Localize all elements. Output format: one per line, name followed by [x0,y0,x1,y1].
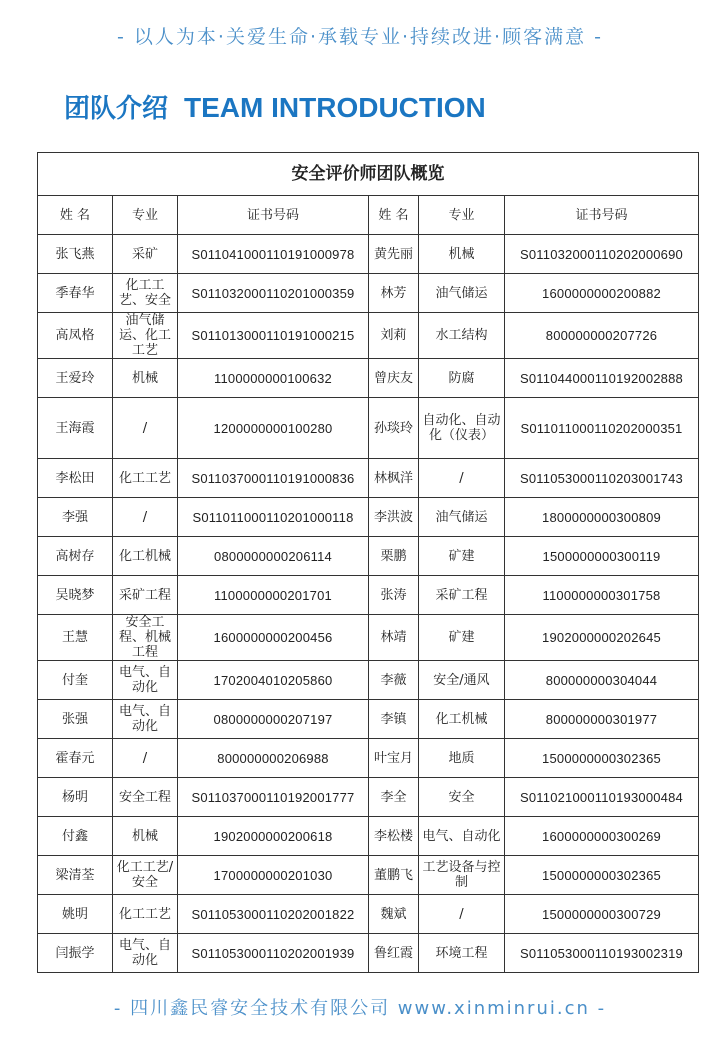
member-major: 化工工艺 [113,895,178,934]
table-caption: 安全评价师团队概览 [38,153,699,196]
member-name: 付鑫 [38,817,113,856]
table-row [38,274,699,313]
member-cert: S011053000110202001822 [178,895,369,934]
table-row [38,895,699,934]
member-major: 化工机械 [419,700,505,739]
member-major: 安全工程、机械工程 [113,615,178,661]
table-row [38,459,699,498]
member-name: 闫振学 [38,934,113,973]
member-major: 油气储运 [419,274,505,313]
member-cert: 1700000000201030 [178,856,369,895]
member-cert: 800000000304044 [505,661,699,700]
member-name: 张飞燕 [38,235,113,274]
table-row [38,498,699,537]
header-name-1: 姓 名 [38,196,113,235]
member-major: 电气、自动化 [113,661,178,700]
member-cert: 1702004010205860 [178,661,369,700]
member-major: / [113,739,178,778]
member-name: 张强 [38,700,113,739]
member-major: 矿建 [419,615,505,661]
table-row [38,576,699,615]
member-name: 栗鹏 [369,537,419,576]
section-title-cn: 团队介绍 [64,94,169,124]
member-cert: 800000000301977 [505,700,699,739]
table-row [38,235,699,274]
section-title-en: TEAM INTRODUCTION [184,92,486,123]
member-major: 机械 [419,235,505,274]
member-cert: 1600000000200456 [178,615,369,661]
member-cert: S011037000110191000836 [178,459,369,498]
member-major: 机械 [113,359,178,398]
table-row [38,537,699,576]
member-cert: 1902000000200618 [178,817,369,856]
member-name: 黄先丽 [369,235,419,274]
table-row [38,817,699,856]
member-cert: 1200000000100280 [178,398,369,459]
member-cert: 1500000000300119 [505,537,699,576]
header-name-2: 姓 名 [369,196,419,235]
member-cert: 1100000000301758 [505,576,699,615]
member-name: 霍春元 [38,739,113,778]
member-major: 采矿工程 [113,576,178,615]
member-cert: 1902000000202645 [505,615,699,661]
member-major: 化工工艺 [113,459,178,498]
member-cert: 1600000000300269 [505,817,699,856]
member-cert: S011053000110202001939 [178,934,369,973]
header-major-2: 专业 [419,196,505,235]
member-cert: 1800000000300809 [505,498,699,537]
member-cert: 1100000000100632 [178,359,369,398]
member-major: 机械 [113,817,178,856]
member-major: 水工结构 [419,313,505,359]
member-major: 电气、自动化 [113,700,178,739]
member-major: 化工工艺、安全 [113,274,178,313]
member-cert: S011037000110192001777 [178,778,369,817]
member-name: 李镇 [369,700,419,739]
member-cert: 800000000207726 [505,313,699,359]
member-cert: 1500000000302365 [505,856,699,895]
table-header-row [38,196,699,235]
member-cert: 1600000000200882 [505,274,699,313]
member-major: / [419,895,505,934]
member-major: 安全/通风 [419,661,505,700]
company-footer: - 四川鑫民睿安全技术有限公司 www.xinminrui.cn - [113,998,607,1019]
member-cert: S011032000110201000359 [178,274,369,313]
member-name: 孙琰玲 [369,398,419,459]
member-name: 王海霞 [38,398,113,459]
member-name: 高凤格 [38,313,113,359]
member-major: 环境工程 [419,934,505,973]
table-row [38,700,699,739]
member-name: 吴晓梦 [38,576,113,615]
member-major: 油气储运、化工工艺 [113,313,178,359]
member-cert: 1500000000300729 [505,895,699,934]
member-major: 化工工艺/安全 [113,856,178,895]
member-name: 梁清荃 [38,856,113,895]
member-name: 林靖 [369,615,419,661]
member-major: / [419,459,505,498]
member-major: 矿建 [419,537,505,576]
member-cert: 1100000000201701 [178,576,369,615]
member-name: 姚明 [38,895,113,934]
member-name: 高树存 [38,537,113,576]
member-cert: S011053000110193002319 [505,934,699,973]
member-name: 张涛 [369,576,419,615]
member-cert: S011021000110193000484 [505,778,699,817]
member-major: / [113,398,178,459]
member-major: 采矿 [113,235,178,274]
member-cert: S011032000110202000690 [505,235,699,274]
member-name: 曾庆友 [369,359,419,398]
member-cert: 0800000000207197 [178,700,369,739]
member-name: 李松楼 [369,817,419,856]
member-name: 王爱玲 [38,359,113,398]
member-name: 林枫洋 [369,459,419,498]
member-major: / [113,498,178,537]
table-row [38,856,699,895]
member-name: 魏斌 [369,895,419,934]
member-name: 董鹏飞 [369,856,419,895]
table-row [38,359,699,398]
header-major-1: 专业 [113,196,178,235]
member-name: 季春华 [38,274,113,313]
member-cert: S011013000110191000215 [178,313,369,359]
table-row [38,739,699,778]
member-name: 付奎 [38,661,113,700]
member-major: 油气储运 [419,498,505,537]
member-major: 电气、自动化 [419,817,505,856]
member-name: 李全 [369,778,419,817]
table-row [38,313,699,359]
table-row [38,934,699,973]
table-row [38,398,699,459]
member-name: 林芳 [369,274,419,313]
member-major: 防腐 [419,359,505,398]
member-name: 李洪波 [369,498,419,537]
member-major: 地质 [419,739,505,778]
member-cert: S011011000110202000351 [505,398,699,459]
member-cert: 800000000206988 [178,739,369,778]
member-name: 李松田 [38,459,113,498]
member-name: 鲁红霞 [369,934,419,973]
table-row [38,615,699,661]
member-name: 刘莉 [369,313,419,359]
header-cert-1: 证书号码 [178,196,369,235]
member-major: 自动化、自动化（仪表） [419,398,505,459]
member-cert: 1500000000302365 [505,739,699,778]
member-major: 采矿工程 [419,576,505,615]
member-major: 工艺设备与控制 [419,856,505,895]
table-row [38,661,699,700]
member-name: 杨明 [38,778,113,817]
member-major: 化工机械 [113,537,178,576]
team-table [37,152,699,973]
member-name: 王慧 [38,615,113,661]
member-name: 李强 [38,498,113,537]
member-cert: S011011000110201000118 [178,498,369,537]
member-cert: 0800000000206114 [178,537,369,576]
member-major: 安全 [419,778,505,817]
slogan-banner: - 以人为本·关爱生命·承载专业·持续改进·顾客满意 - [117,26,603,48]
member-major: 电气、自动化 [113,934,178,973]
member-name: 李薇 [369,661,419,700]
member-name: 叶宝月 [369,739,419,778]
member-cert: S011041000110191000978 [178,235,369,274]
section-title [64,88,486,125]
member-cert: S011044000110192002888 [505,359,699,398]
member-major: 安全工程 [113,778,178,817]
table-row [38,778,699,817]
member-cert: S011053000110203001743 [505,459,699,498]
header-cert-2: 证书号码 [505,196,699,235]
